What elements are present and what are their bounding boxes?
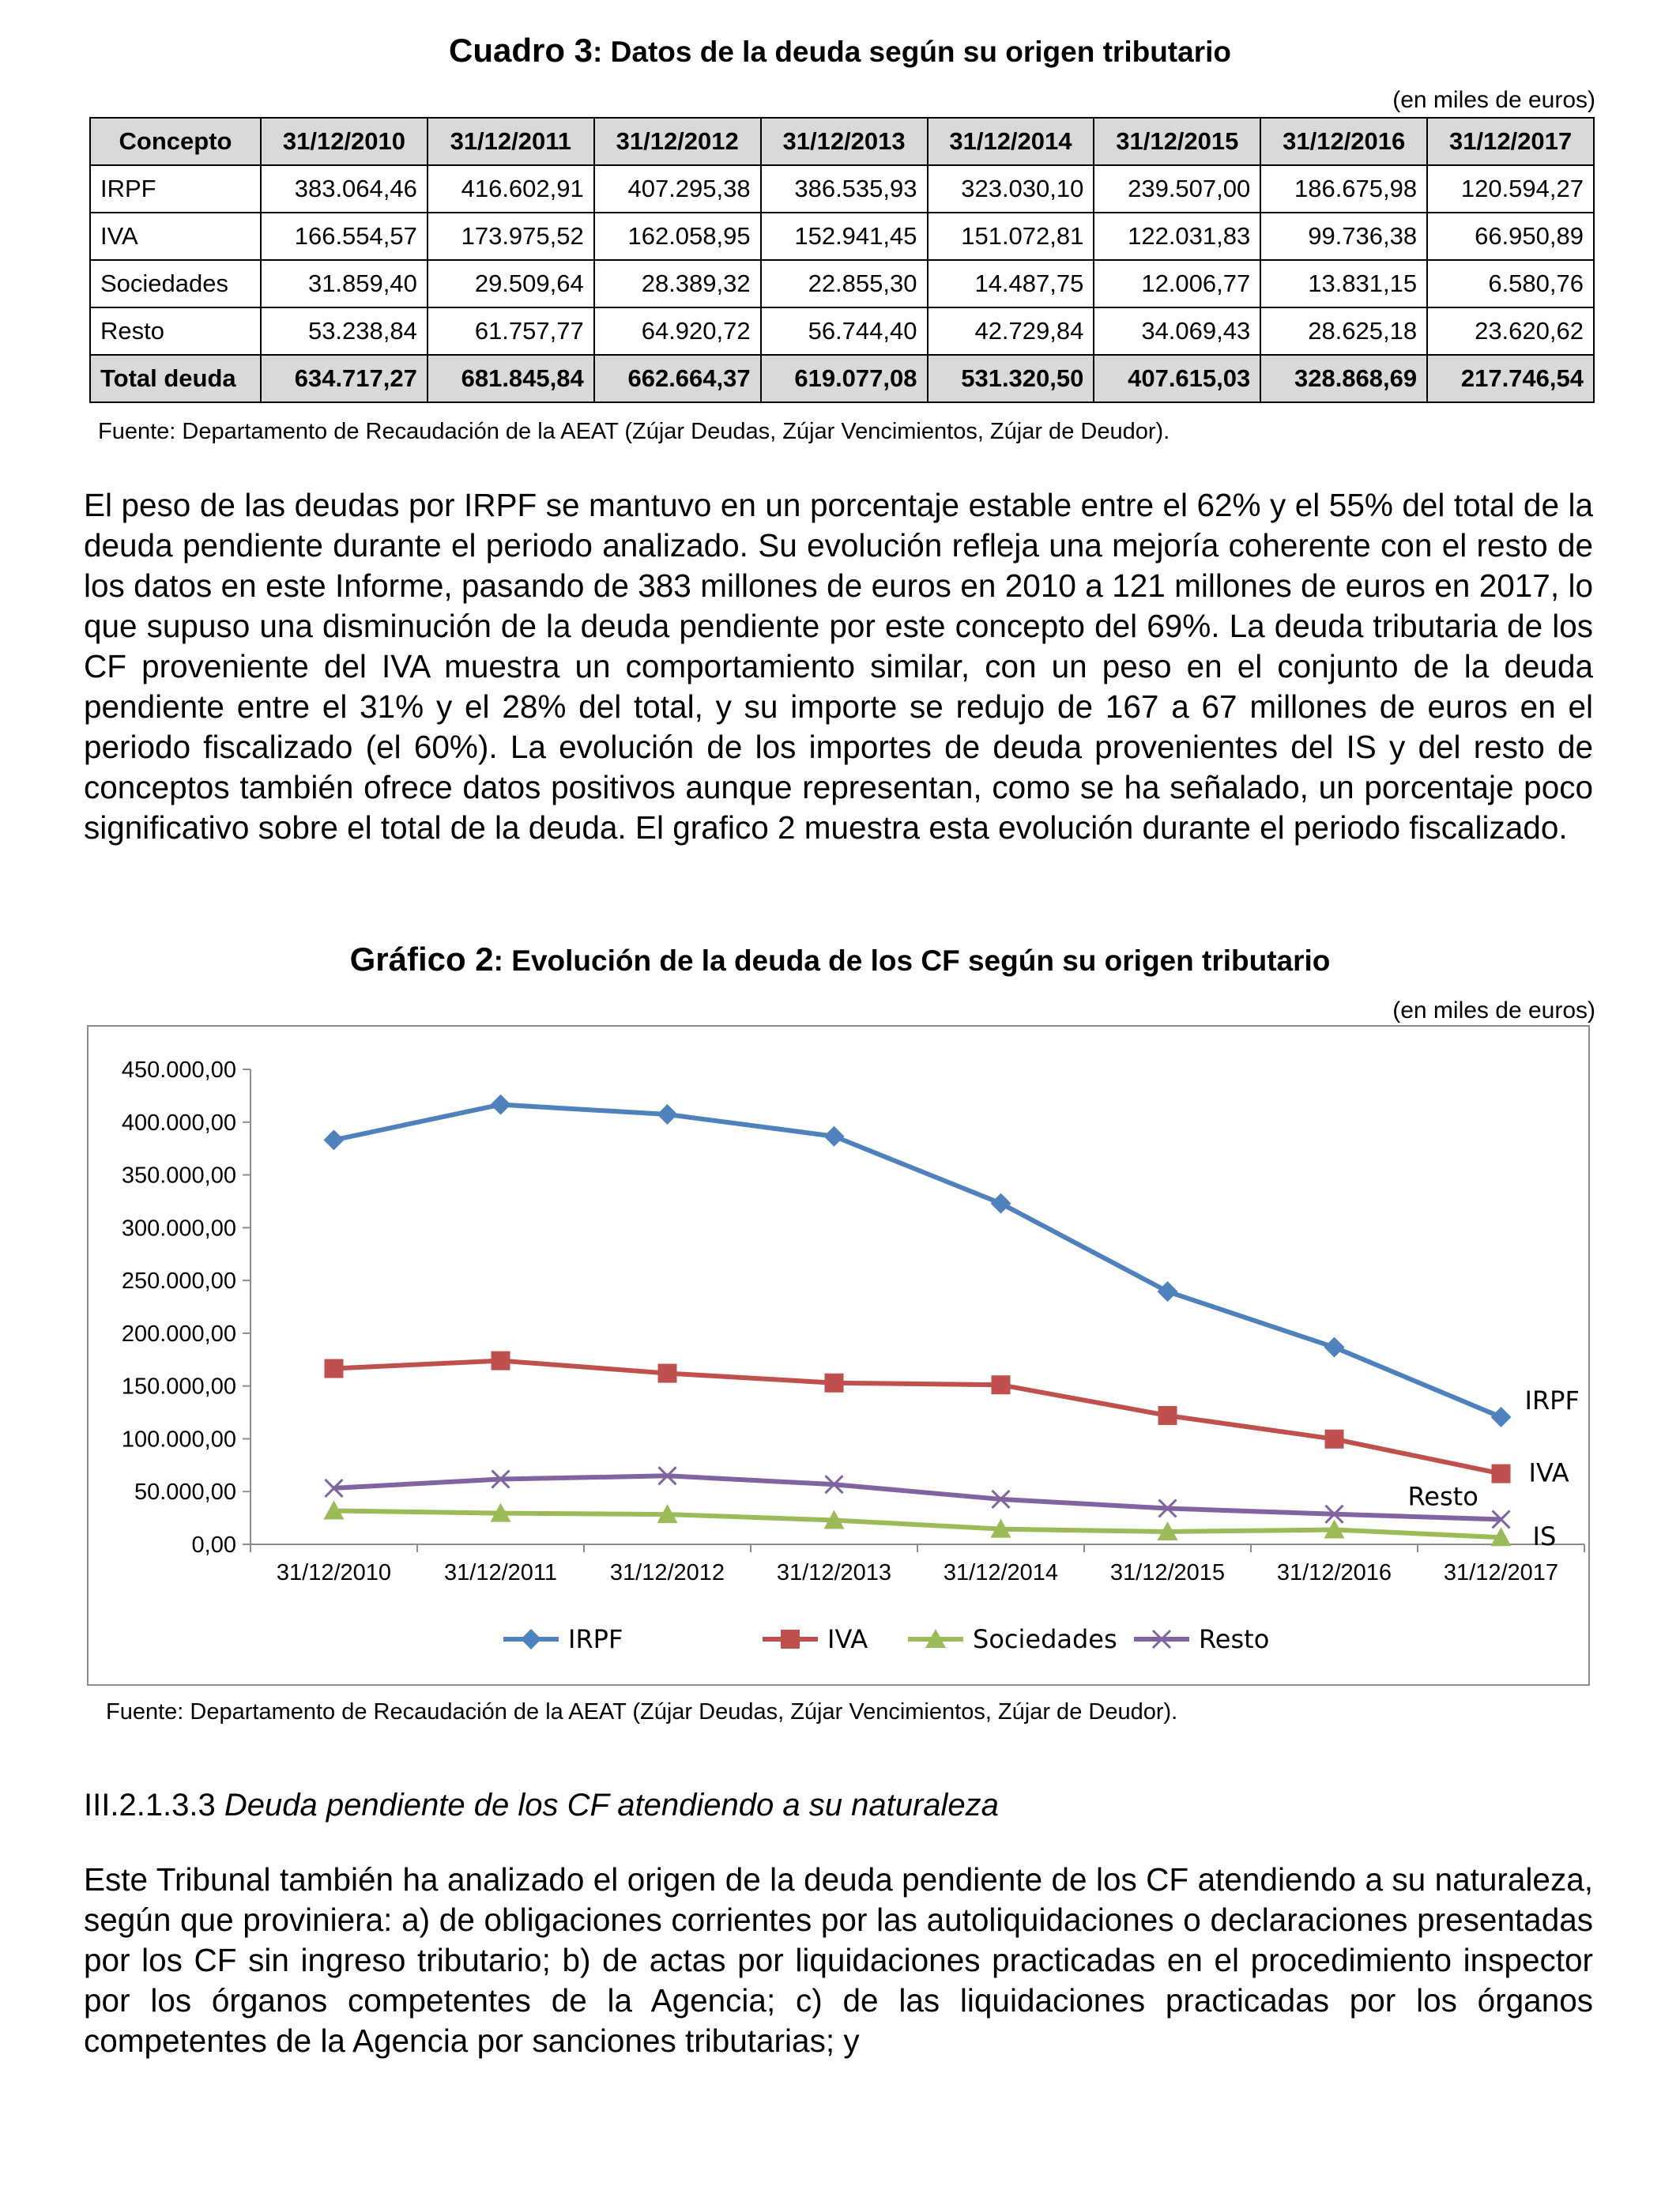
debt-table	[89, 117, 1595, 403]
data-point-irpf	[324, 1129, 345, 1150]
end-label-sociedades: IS	[1532, 1521, 1557, 1552]
table-cell: 383.064,46	[261, 165, 428, 213]
line-chart	[89, 1027, 1588, 1684]
table-cell: 29.509,64	[428, 260, 594, 307]
row-concept: Resto	[90, 307, 261, 355]
y-tick-label: 450.000,00	[121, 1057, 236, 1083]
end-label-irpf: IRPF	[1524, 1385, 1580, 1416]
table-cell: 217.746,54	[1427, 355, 1594, 402]
table-cell: 14.487,75	[928, 260, 1094, 307]
table-row	[90, 165, 1594, 213]
table-cell: 120.594,27	[1427, 165, 1594, 213]
y-tick-label: 100.000,00	[121, 1427, 236, 1453]
x-tick-label: 31/12/2011	[444, 1560, 557, 1585]
legend-marker	[781, 1630, 800, 1649]
table-title-lead: Cuadro 3	[449, 32, 593, 69]
table-cell: 99.736,38	[1260, 213, 1427, 260]
table-cell: 531.320,50	[928, 355, 1094, 402]
body-paragraph-2: Este Tribunal también ha analizado el origen de la deuda pendiente de los CF atendiendo a su naturaleza, según que proviniera: a) de obligaciones corrientes por las autoliquidaciones o declaraciones presentadas por los CF sin ingreso tributario; b) de actas por liquidaciones practicadas en el procedimiento inspector por los órganos competentes de la Agencia; c) de las liquidaciones practicadas por los órganos competentes de la Agencia por sanciones tributarias; y	[84, 1861, 1593, 2059]
chart-title	[0, 941, 1680, 978]
table-source: Fuente: Departamento de Recaudación de la AEAT (Zújar Deudas, Zújar Vencimientos, Zújar de Deudor).	[98, 419, 1170, 444]
table-row	[90, 260, 1594, 307]
legend-label: Sociedades	[973, 1624, 1117, 1654]
table-cell: 239.507,00	[1094, 165, 1260, 213]
chart-title-text: : Evolución de la deuda de los CF según su origen tributario	[493, 944, 1331, 977]
data-point-iva	[492, 1351, 510, 1370]
end-label-iva: IVA	[1528, 1457, 1569, 1488]
legend-marker	[521, 1629, 541, 1649]
y-tick-label: 400.000,00	[121, 1110, 236, 1136]
end-label-resto: Resto	[1407, 1481, 1478, 1512]
data-point-iva	[992, 1375, 1011, 1394]
data-point-irpf	[1324, 1337, 1345, 1358]
col-header: 31/12/2016	[1260, 118, 1427, 165]
table-title	[0, 32, 1680, 70]
col-header: 31/12/2011	[428, 118, 594, 165]
x-tick-label: 31/12/2016	[1276, 1560, 1392, 1585]
table-cell: 42.729,84	[928, 307, 1094, 355]
table-total-row	[90, 355, 1594, 402]
table-cell: 6.580,76	[1427, 260, 1594, 307]
data-point-irpf	[657, 1104, 678, 1125]
col-header: 31/12/2013	[761, 118, 928, 165]
table-cell: 323.030,10	[928, 165, 1094, 213]
data-point-irpf	[991, 1193, 1011, 1214]
x-tick-label: 31/12/2012	[609, 1560, 725, 1585]
table-cell: 56.744,40	[761, 307, 928, 355]
table-cell: 12.006,77	[1094, 260, 1260, 307]
row-concept: IRPF	[90, 165, 261, 213]
col-header: Concepto	[90, 118, 261, 165]
table-cell: 162.058,95	[594, 213, 761, 260]
row-concept: Sociedades	[90, 260, 261, 307]
y-tick-label: 0,00	[191, 1532, 236, 1558]
table-cell: 122.031,83	[1094, 213, 1260, 260]
table-cell: 407.295,38	[594, 165, 761, 213]
table-cell: 681.845,84	[428, 355, 594, 402]
x-tick-label: 31/12/2017	[1443, 1560, 1559, 1585]
x-tick-label: 31/12/2015	[1109, 1560, 1226, 1585]
y-tick-label: 50.000,00	[134, 1480, 236, 1506]
chart-source: Fuente: Departamento de Recaudación de la AEAT (Zújar Deudas, Zújar Vencimientos, Zújar de Deudor).	[106, 1699, 1178, 1725]
table-cell: 386.535,93	[761, 165, 928, 213]
table-cell: 53.238,84	[261, 307, 428, 355]
table-cell: 61.757,77	[428, 307, 594, 355]
table-cell: 416.602,91	[428, 165, 594, 213]
y-tick-label: 200.000,00	[121, 1321, 236, 1347]
data-point-iva	[325, 1359, 344, 1378]
data-point-irpf	[1491, 1407, 1512, 1427]
table-cell: 328.868,69	[1260, 355, 1427, 402]
data-point-iva	[1325, 1430, 1344, 1449]
table-cell: 152.941,45	[761, 213, 928, 260]
table-header-row	[90, 118, 1594, 165]
chart-units: (en miles de euros)	[1392, 997, 1595, 1023]
y-tick-label: 150.000,00	[121, 1374, 236, 1400]
table-cell: 173.975,52	[428, 213, 594, 260]
series-line-iva	[334, 1361, 1501, 1474]
table-cell: 28.625,18	[1260, 307, 1427, 355]
table-row	[90, 213, 1594, 260]
section-title: Deuda pendiente de los CF atendiendo a su naturaleza	[224, 1788, 999, 1823]
table-title-text: : Datos de la deuda según su origen tributario	[593, 36, 1231, 68]
table-cell: 151.072,81	[928, 213, 1094, 260]
table-cell: 662.664,37	[594, 355, 761, 402]
col-header: 31/12/2012	[594, 118, 761, 165]
data-point-irpf	[1158, 1281, 1178, 1302]
x-tick-label: 31/12/2010	[276, 1560, 392, 1585]
col-header: 31/12/2010	[261, 118, 428, 165]
x-tick-label: 31/12/2014	[943, 1560, 1059, 1585]
section-number: III.2.1.3.3	[84, 1788, 216, 1823]
chart-container	[87, 1025, 1590, 1686]
data-point-iva	[658, 1364, 677, 1383]
table-cell: 28.389,32	[594, 260, 761, 307]
table-cell: 166.554,57	[261, 213, 428, 260]
table-cell: 34.069,43	[1094, 307, 1260, 355]
table-cell: 634.717,27	[261, 355, 428, 402]
table-cell: 22.855,30	[761, 260, 928, 307]
col-header: 31/12/2014	[928, 118, 1094, 165]
data-point-iva	[1158, 1406, 1177, 1425]
y-tick-label: 300.000,00	[121, 1216, 236, 1242]
chart-title-lead: Gráfico 2	[349, 941, 494, 978]
row-concept: Total deuda	[90, 355, 261, 402]
table-cell: 13.831,15	[1260, 260, 1427, 307]
legend-label: Resto	[1199, 1624, 1270, 1654]
col-header: 31/12/2017	[1427, 118, 1594, 165]
body-paragraph: El peso de las deudas por IRPF se mantuvo en un porcentaje estable entre el 62% y el 55% del total de la deuda pendiente durante el periodo analizado. Su evolución refleja una mejoría coherente con el resto de los datos en este Informe, pasando de 383 millones de euros en 2010 a 121 millones de euros en 2017, lo que supuso una disminución de la deuda pendiente por este concepto del 69%. La deuda tributaria de los CF proveniente del IVA muestra un comportamiento similar, con un peso en el conjunto de la deuda pendiente entre el 31% y el 28% del total, y su importe se redujo de 167 a 67 millones de euros en el periodo fiscalizado (el 60%). La evolución de los importes de deuda provenientes del IS y del resto de conceptos también ofrece datos positivos aunque representan, como se ha señalado, un porcentaje poco significativo sobre el total de la deuda. El grafico 2 muestra esta evolución durante el periodo fiscalizado.	[84, 487, 1593, 846]
table-cell: 186.675,98	[1260, 165, 1427, 213]
legend-label: IVA	[827, 1624, 868, 1654]
table-cell: 407.615,03	[1094, 355, 1260, 402]
row-concept: IVA	[90, 213, 261, 260]
table-cell: 66.950,89	[1427, 213, 1594, 260]
legend-label: IRPF	[568, 1624, 623, 1654]
y-tick-label: 350.000,00	[121, 1163, 236, 1189]
data-point-iva	[1492, 1465, 1511, 1483]
table-row	[90, 307, 1594, 355]
data-point-irpf	[491, 1095, 511, 1115]
x-tick-label: 31/12/2013	[776, 1560, 892, 1585]
data-point-irpf	[824, 1126, 845, 1147]
table-cell: 64.920,72	[594, 307, 761, 355]
section-heading	[84, 1788, 999, 1823]
table-cell: 31.859,40	[261, 260, 428, 307]
col-header: 31/12/2015	[1094, 118, 1260, 165]
table-cell: 23.620,62	[1427, 307, 1594, 355]
data-point-iva	[825, 1374, 844, 1393]
table-cell: 619.077,08	[761, 355, 928, 402]
y-tick-label: 250.000,00	[121, 1269, 236, 1295]
table-units: (en miles de euros)	[1392, 87, 1595, 113]
